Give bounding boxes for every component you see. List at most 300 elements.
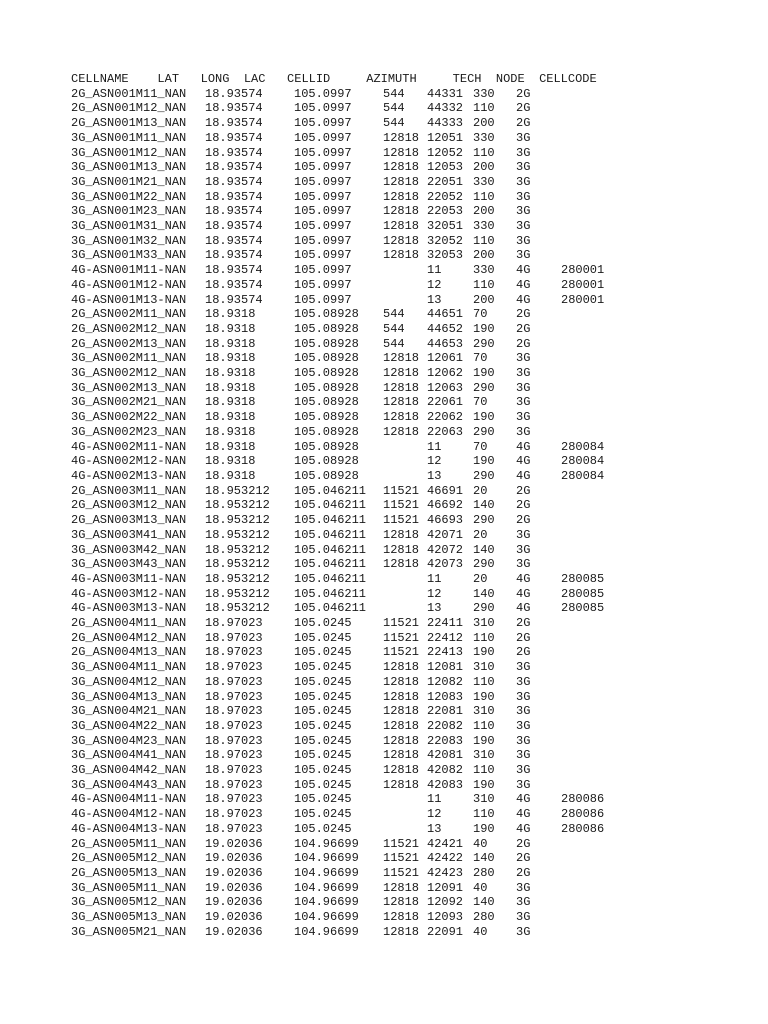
cell-tech: 2G xyxy=(516,645,531,660)
cell-cellid: 22062 xyxy=(427,410,464,425)
cell-tech: 2G xyxy=(516,101,531,116)
cell-azimuth: 110 xyxy=(473,807,495,822)
cell-cellname: 3G_ASN001M32_NAN xyxy=(71,233,187,248)
cell-cellname: 4G-ASN004M11-NAN xyxy=(71,792,187,807)
cell-cellcode: 280085 xyxy=(561,586,605,601)
cell-tech: 3G xyxy=(516,777,531,792)
cell-cellid: 12092 xyxy=(427,895,464,910)
cell-lat: 18.9318 xyxy=(205,439,256,454)
cell-tech: 2G xyxy=(516,498,531,513)
cell-cellname: 3G_ASN004M43_NAN xyxy=(71,777,187,792)
cell-lat: 18.93574 xyxy=(205,277,263,292)
cell-lac: 12818 xyxy=(383,748,420,763)
cell-lac: 12818 xyxy=(383,557,420,572)
cell-cellid: 11 xyxy=(427,792,442,807)
cell-long: 105.0997 xyxy=(294,130,352,145)
cell-long: 105.08928 xyxy=(294,410,359,425)
cell-tech: 4G xyxy=(516,586,531,601)
cell-lat: 18.97023 xyxy=(205,763,263,778)
cell-azimuth: 110 xyxy=(473,763,495,778)
cell-azimuth: 280 xyxy=(473,910,495,925)
cell-azimuth: 110 xyxy=(473,233,495,248)
cell-cellcode: 280084 xyxy=(561,468,605,483)
table-row xyxy=(71,160,711,175)
cell-cellid: 13 xyxy=(427,601,442,616)
cell-lac: 12818 xyxy=(383,366,420,381)
cell-long: 105.08928 xyxy=(294,366,359,381)
cell-azimuth: 330 xyxy=(473,263,495,278)
cell-cellid: 42072 xyxy=(427,542,464,557)
cell-cellname: 3G_ASN004M11_NAN xyxy=(71,660,187,675)
cell-azimuth: 200 xyxy=(473,160,495,175)
table-row xyxy=(71,528,711,543)
cell-cellid: 22061 xyxy=(427,395,464,410)
cell-tech: 3G xyxy=(516,763,531,778)
cell-long: 105.0997 xyxy=(294,174,352,189)
cell-lac: 12818 xyxy=(383,130,420,145)
cell-long: 105.0245 xyxy=(294,645,352,660)
table-row xyxy=(71,498,711,513)
cell-cellid: 13 xyxy=(427,468,442,483)
table-row xyxy=(71,234,711,249)
cell-lac: 544 xyxy=(383,307,405,322)
cell-data-sheet xyxy=(71,72,711,939)
cell-azimuth: 330 xyxy=(473,219,495,234)
cell-azimuth: 330 xyxy=(473,86,495,101)
cell-lat: 18.9318 xyxy=(205,424,256,439)
cell-lat: 18.97023 xyxy=(205,704,263,719)
cell-long: 105.0997 xyxy=(294,86,352,101)
cell-cellid: 42082 xyxy=(427,763,464,778)
cell-cellid: 22063 xyxy=(427,424,464,439)
cell-lat: 18.93574 xyxy=(205,101,263,116)
cell-cellname: 4G-ASN004M13-NAN xyxy=(71,821,187,836)
cell-lat: 18.9318 xyxy=(205,307,256,322)
cell-lac: 11521 xyxy=(383,513,420,528)
cell-cellname: 3G_ASN001M11_NAN xyxy=(71,130,187,145)
cell-azimuth: 140 xyxy=(473,586,495,601)
table-row xyxy=(71,851,711,866)
cell-tech: 3G xyxy=(516,660,531,675)
cell-cellcode: 280086 xyxy=(561,792,605,807)
cell-lat: 18.953212 xyxy=(205,527,270,542)
cell-lat: 18.9318 xyxy=(205,454,256,469)
table-row xyxy=(71,645,711,660)
cell-cellname: 3G_ASN004M23_NAN xyxy=(71,733,187,748)
cell-lat: 18.9318 xyxy=(205,468,256,483)
cell-cellname: 2G_ASN003M11_NAN xyxy=(71,483,187,498)
table-row xyxy=(71,440,711,455)
cell-cellcode: 280086 xyxy=(561,821,605,836)
cell-lat: 19.02036 xyxy=(205,851,263,866)
cell-tech: 3G xyxy=(516,895,531,910)
cell-tech: 3G xyxy=(516,219,531,234)
cell-lat: 19.02036 xyxy=(205,865,263,880)
cell-tech: 2G xyxy=(516,616,531,631)
cell-long: 105.046211 xyxy=(294,527,367,542)
cell-long: 105.0245 xyxy=(294,792,352,807)
cell-cellid: 22091 xyxy=(427,924,464,939)
cell-cellcode: 280001 xyxy=(561,263,605,278)
cell-tech: 4G xyxy=(516,807,531,822)
cell-long: 105.0245 xyxy=(294,689,352,704)
cell-long: 105.0997 xyxy=(294,160,352,175)
cell-cellid: 12 xyxy=(427,277,442,292)
cell-lat: 18.97023 xyxy=(205,660,263,675)
cell-cellname: 3G_ASN004M21_NAN xyxy=(71,704,187,719)
cell-azimuth: 190 xyxy=(473,777,495,792)
cell-cellname: 3G_ASN004M22_NAN xyxy=(71,718,187,733)
cell-azimuth: 40 xyxy=(473,880,488,895)
table-row xyxy=(71,616,711,631)
cell-azimuth: 190 xyxy=(473,454,495,469)
cell-tech: 2G xyxy=(516,865,531,880)
cell-tech: 3G xyxy=(516,410,531,425)
cell-lac: 12818 xyxy=(383,380,420,395)
cell-cellid: 12081 xyxy=(427,660,464,675)
cell-cellname: 2G_ASN001M13_NAN xyxy=(71,116,187,131)
cell-lac: 12818 xyxy=(383,204,420,219)
cell-lat: 18.953212 xyxy=(205,542,270,557)
cell-tech: 4G xyxy=(516,439,531,454)
cell-lac: 544 xyxy=(383,101,405,116)
cell-long: 105.046211 xyxy=(294,498,367,513)
table-row xyxy=(71,690,711,705)
cell-cellname: 3G_ASN001M13_NAN xyxy=(71,160,187,175)
cell-long: 104.96699 xyxy=(294,924,359,939)
cell-azimuth: 20 xyxy=(473,571,488,586)
cell-tech: 3G xyxy=(516,351,531,366)
cell-cellid: 12 xyxy=(427,586,442,601)
cell-lat: 18.9318 xyxy=(205,351,256,366)
cell-cellid: 42421 xyxy=(427,836,464,851)
cell-lat: 19.02036 xyxy=(205,895,263,910)
cell-cellid: 22081 xyxy=(427,704,464,719)
table-row xyxy=(71,322,711,337)
cell-azimuth: 190 xyxy=(473,410,495,425)
cell-cellname: 3G_ASN004M13_NAN xyxy=(71,689,187,704)
cell-long: 105.0997 xyxy=(294,277,352,292)
cell-tech: 4G xyxy=(516,792,531,807)
cell-cellid: 22411 xyxy=(427,616,464,631)
cell-cellid: 42073 xyxy=(427,557,464,572)
cell-lat: 18.97023 xyxy=(205,807,263,822)
cell-lac: 12818 xyxy=(383,924,420,939)
cell-cellname: 2G_ASN004M12_NAN xyxy=(71,630,187,645)
cell-cellname: 3G_ASN005M21_NAN xyxy=(71,924,187,939)
cell-lat: 18.97023 xyxy=(205,674,263,689)
cell-azimuth: 310 xyxy=(473,792,495,807)
cell-azimuth: 40 xyxy=(473,836,488,851)
cell-cellname: 4G-ASN002M13-NAN xyxy=(71,468,187,483)
cell-azimuth: 280 xyxy=(473,865,495,880)
cell-cellname: 3G_ASN004M12_NAN xyxy=(71,674,187,689)
table-row xyxy=(71,763,711,778)
table-row xyxy=(71,881,711,896)
cell-lac: 12818 xyxy=(383,174,420,189)
table-row xyxy=(71,631,711,646)
cell-tech: 4G xyxy=(516,468,531,483)
cell-lat: 18.93574 xyxy=(205,219,263,234)
cell-lac: 12818 xyxy=(383,895,420,910)
cell-lat: 18.953212 xyxy=(205,513,270,528)
cell-long: 105.0245 xyxy=(294,821,352,836)
cell-azimuth: 310 xyxy=(473,616,495,631)
cell-lac: 12818 xyxy=(383,410,420,425)
cell-cellname: 3G_ASN003M43_NAN xyxy=(71,557,187,572)
cell-cellname: 2G_ASN001M12_NAN xyxy=(71,101,187,116)
cell-tech: 2G xyxy=(516,513,531,528)
cell-lac: 11521 xyxy=(383,483,420,498)
cell-lat: 18.97023 xyxy=(205,616,263,631)
cell-tech: 3G xyxy=(516,748,531,763)
cell-tech: 2G xyxy=(516,307,531,322)
cell-cellname: 4G-ASN004M12-NAN xyxy=(71,807,187,822)
cell-cellid: 42423 xyxy=(427,865,464,880)
table-row xyxy=(71,351,711,366)
cell-cellcode: 280084 xyxy=(561,454,605,469)
cell-cellid: 12 xyxy=(427,454,442,469)
cell-azimuth: 200 xyxy=(473,204,495,219)
cell-long: 105.0245 xyxy=(294,704,352,719)
cell-cellid: 44651 xyxy=(427,307,464,322)
cell-cellcode: 280001 xyxy=(561,292,605,307)
cell-lat: 18.953212 xyxy=(205,498,270,513)
cell-cellname: 2G_ASN001M11_NAN xyxy=(71,86,187,101)
cell-lat: 19.02036 xyxy=(205,910,263,925)
cell-cellname: 3G_ASN001M21_NAN xyxy=(71,174,187,189)
cell-long: 105.08928 xyxy=(294,336,359,351)
cell-lac: 544 xyxy=(383,116,405,131)
cell-long: 105.0997 xyxy=(294,116,352,131)
cell-azimuth: 70 xyxy=(473,307,488,322)
cell-azimuth: 200 xyxy=(473,248,495,263)
cell-long: 104.96699 xyxy=(294,851,359,866)
cell-cellname: 3G_ASN005M12_NAN xyxy=(71,895,187,910)
cell-cellid: 12083 xyxy=(427,689,464,704)
cell-azimuth: 310 xyxy=(473,660,495,675)
table-row xyxy=(71,454,711,469)
cell-lat: 18.97023 xyxy=(205,748,263,763)
cell-lat: 18.97023 xyxy=(205,718,263,733)
cell-cellname: 3G_ASN002M11_NAN xyxy=(71,351,187,366)
table-row xyxy=(71,219,711,234)
table-row xyxy=(71,175,711,190)
cell-lat: 18.9318 xyxy=(205,410,256,425)
cell-long: 105.08928 xyxy=(294,351,359,366)
cell-cellid: 12053 xyxy=(427,160,464,175)
cell-cellid: 13 xyxy=(427,821,442,836)
cell-tech: 4G xyxy=(516,277,531,292)
cell-lac: 12818 xyxy=(383,674,420,689)
cell-cellname: 3G_ASN001M31_NAN xyxy=(71,219,187,234)
cell-cellid: 32051 xyxy=(427,219,464,234)
cell-azimuth: 70 xyxy=(473,351,488,366)
cell-tech: 3G xyxy=(516,160,531,175)
cell-cellid: 44653 xyxy=(427,336,464,351)
cell-azimuth: 70 xyxy=(473,439,488,454)
cell-lat: 18.9318 xyxy=(205,321,256,336)
cell-lat: 18.97023 xyxy=(205,689,263,704)
cell-long: 105.0997 xyxy=(294,233,352,248)
cell-long: 105.0997 xyxy=(294,292,352,307)
cell-lac: 12818 xyxy=(383,145,420,160)
cell-long: 105.0997 xyxy=(294,189,352,204)
cell-cellname: 3G_ASN001M22_NAN xyxy=(71,189,187,204)
cell-cellid: 42422 xyxy=(427,851,464,866)
cell-long: 104.96699 xyxy=(294,910,359,925)
cell-azimuth: 290 xyxy=(473,557,495,572)
cell-azimuth: 330 xyxy=(473,174,495,189)
cell-lat: 18.9318 xyxy=(205,366,256,381)
cell-long: 105.08928 xyxy=(294,395,359,410)
cell-azimuth: 290 xyxy=(473,380,495,395)
cell-lac: 11521 xyxy=(383,616,420,631)
cell-long: 105.046211 xyxy=(294,571,367,586)
cell-long: 105.08928 xyxy=(294,307,359,322)
cell-cellid: 42081 xyxy=(427,748,464,763)
cell-long: 105.046211 xyxy=(294,586,367,601)
cell-long: 105.0245 xyxy=(294,630,352,645)
cell-lac: 12818 xyxy=(383,219,420,234)
cell-lac: 544 xyxy=(383,86,405,101)
cell-tech: 4G xyxy=(516,263,531,278)
cell-lat: 18.93574 xyxy=(205,189,263,204)
cell-azimuth: 290 xyxy=(473,601,495,616)
cell-lac: 11521 xyxy=(383,836,420,851)
cell-lac: 12818 xyxy=(383,424,420,439)
cell-cellname: 2G_ASN005M13_NAN xyxy=(71,865,187,880)
table-row xyxy=(71,131,711,146)
cell-long: 105.0245 xyxy=(294,807,352,822)
table-row xyxy=(71,587,711,602)
cell-cellid: 22413 xyxy=(427,645,464,660)
cell-cellname: 2G_ASN005M12_NAN xyxy=(71,851,187,866)
cell-tech: 3G xyxy=(516,130,531,145)
cell-lat: 18.93574 xyxy=(205,160,263,175)
cell-azimuth: 290 xyxy=(473,468,495,483)
cell-lac: 12818 xyxy=(383,704,420,719)
cell-lac: 11521 xyxy=(383,645,420,660)
cell-long: 105.0997 xyxy=(294,219,352,234)
cell-cellid: 22051 xyxy=(427,174,464,189)
cell-lat: 18.953212 xyxy=(205,571,270,586)
table-row xyxy=(71,146,711,161)
cell-lat: 18.97023 xyxy=(205,777,263,792)
cell-azimuth: 110 xyxy=(473,674,495,689)
cell-azimuth: 110 xyxy=(473,145,495,160)
cell-long: 105.046211 xyxy=(294,513,367,528)
cell-cellname: 4G-ASN001M12-NAN xyxy=(71,277,187,292)
table-row xyxy=(71,925,711,940)
cell-lac: 12818 xyxy=(383,733,420,748)
cell-cellname: 2G_ASN003M12_NAN xyxy=(71,498,187,513)
cell-long: 105.08928 xyxy=(294,380,359,395)
cell-cellid: 22052 xyxy=(427,189,464,204)
cell-lac: 11521 xyxy=(383,630,420,645)
cell-cellcode: 280086 xyxy=(561,807,605,822)
cell-lat: 18.93574 xyxy=(205,233,263,248)
cell-azimuth: 200 xyxy=(473,292,495,307)
cell-tech: 3G xyxy=(516,733,531,748)
cell-cellid: 44333 xyxy=(427,116,464,131)
cell-lat: 18.97023 xyxy=(205,792,263,807)
cell-lat: 18.97023 xyxy=(205,630,263,645)
table-row xyxy=(71,87,711,102)
table-row xyxy=(71,425,711,440)
table-row xyxy=(71,660,711,675)
table-row xyxy=(71,116,711,131)
cell-azimuth: 290 xyxy=(473,424,495,439)
table-row xyxy=(71,101,711,116)
cell-long: 105.046211 xyxy=(294,542,367,557)
cell-cellid: 42083 xyxy=(427,777,464,792)
cell-azimuth: 290 xyxy=(473,336,495,351)
table-row xyxy=(71,484,711,499)
cell-cellname: 3G_ASN002M21_NAN xyxy=(71,395,187,410)
cell-azimuth: 310 xyxy=(473,748,495,763)
cell-azimuth: 200 xyxy=(473,116,495,131)
table-row xyxy=(71,543,711,558)
table-row xyxy=(71,469,711,484)
cell-azimuth: 290 xyxy=(473,513,495,528)
cell-long: 105.08928 xyxy=(294,424,359,439)
cell-long: 105.0245 xyxy=(294,763,352,778)
cell-lat: 18.97023 xyxy=(205,733,263,748)
cell-tech: 3G xyxy=(516,880,531,895)
cell-azimuth: 190 xyxy=(473,321,495,336)
cell-long: 105.046211 xyxy=(294,601,367,616)
cell-tech: 2G xyxy=(516,851,531,866)
cell-cellid: 12 xyxy=(427,807,442,822)
cell-lat: 18.93574 xyxy=(205,263,263,278)
table-row xyxy=(71,381,711,396)
cell-cellid: 42071 xyxy=(427,527,464,542)
cell-cellname: 2G_ASN005M11_NAN xyxy=(71,836,187,851)
cell-lac: 11521 xyxy=(383,851,420,866)
cell-azimuth: 190 xyxy=(473,689,495,704)
table-row xyxy=(71,337,711,352)
cell-tech: 3G xyxy=(516,542,531,557)
cell-long: 105.08928 xyxy=(294,454,359,469)
cell-cellname: 4G-ASN002M12-NAN xyxy=(71,454,187,469)
cell-cellid: 22083 xyxy=(427,733,464,748)
cell-lac: 12818 xyxy=(383,763,420,778)
cell-cellid: 46692 xyxy=(427,498,464,513)
cell-cellname: 4G-ASN003M12-NAN xyxy=(71,586,187,601)
cell-cellname: 2G_ASN002M11_NAN xyxy=(71,307,187,322)
cell-cellname: 3G_ASN002M23_NAN xyxy=(71,424,187,439)
cell-lac: 12818 xyxy=(383,248,420,263)
cell-tech: 3G xyxy=(516,204,531,219)
table-row xyxy=(71,792,711,807)
data-rows xyxy=(71,87,711,940)
cell-long: 105.046211 xyxy=(294,557,367,572)
cell-tech: 3G xyxy=(516,424,531,439)
cell-tech: 2G xyxy=(516,86,531,101)
cell-cellcode: 280084 xyxy=(561,439,605,454)
cell-long: 105.0997 xyxy=(294,204,352,219)
cell-lat: 18.9318 xyxy=(205,395,256,410)
cell-tech: 3G xyxy=(516,718,531,733)
cell-azimuth: 20 xyxy=(473,483,488,498)
cell-lac: 12818 xyxy=(383,777,420,792)
cell-cellcode: 280085 xyxy=(561,571,605,586)
cell-azimuth: 140 xyxy=(473,851,495,866)
table-row xyxy=(71,278,711,293)
cell-long: 105.046211 xyxy=(294,483,367,498)
table-row xyxy=(71,263,711,278)
